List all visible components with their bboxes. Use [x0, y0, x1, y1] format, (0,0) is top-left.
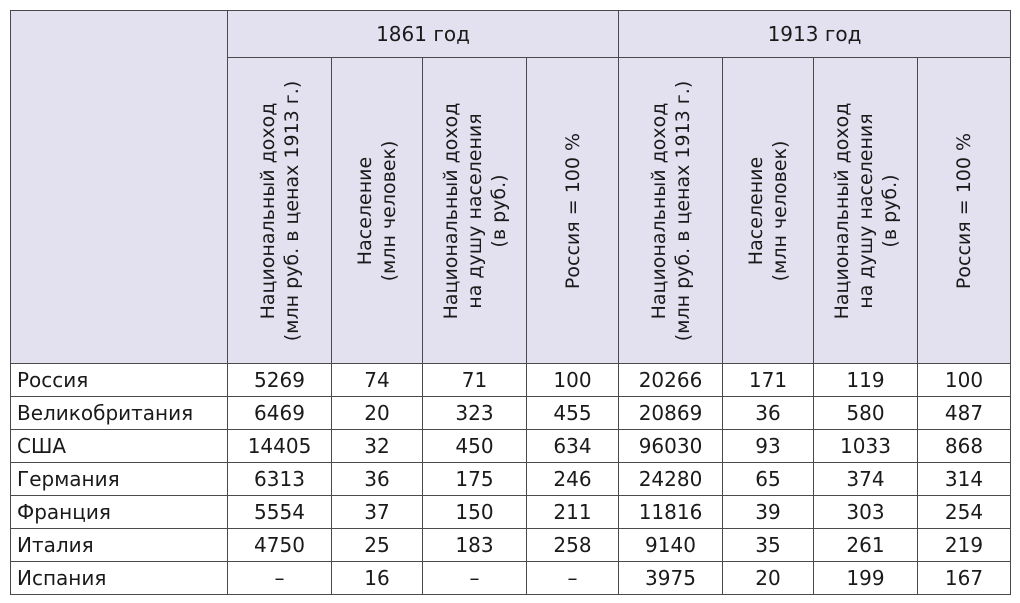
column-header-russia-index-1861 — [527, 58, 619, 364]
column-header-income-per-capita-1861 — [423, 58, 527, 364]
table-cell: 20869 — [619, 397, 723, 430]
table-cell: 6469 — [228, 397, 332, 430]
column-header-population-1913 — [723, 58, 814, 364]
column-header-line: (млн руб. в ценах 1913 г.) — [671, 80, 694, 341]
table-cell: 100 — [918, 364, 1011, 397]
table-cell: 1033 — [814, 430, 918, 463]
column-header-line: Население — [354, 156, 376, 265]
table-row — [11, 430, 1011, 463]
table-cell: 303 — [814, 496, 918, 529]
table-cell: 39 — [723, 496, 814, 529]
table-cell: 20 — [332, 397, 423, 430]
table-cell: 211 — [527, 496, 619, 529]
table-cell: 254 — [918, 496, 1011, 529]
period-header-1913: 1913 год — [619, 11, 1011, 58]
column-header-label — [353, 140, 401, 281]
table-cell: – — [228, 562, 332, 595]
table-cell: 35 — [723, 529, 814, 562]
table-cell: 16 — [332, 562, 423, 595]
table-cell: 314 — [918, 463, 1011, 496]
column-header-line: (в руб.) — [878, 173, 901, 248]
column-header-line: (млн руб. в ценах 1913 г.) — [280, 80, 303, 341]
table-cell: 150 — [423, 496, 527, 529]
column-header-label — [561, 132, 585, 288]
period-header-1861: 1861 год — [228, 11, 619, 58]
table-cell: 199 — [814, 562, 918, 595]
column-header-label — [647, 80, 695, 341]
table-row — [11, 529, 1011, 562]
table-cell: 175 — [423, 463, 527, 496]
table-cell: – — [423, 562, 527, 595]
row-country-name: Великобритания — [11, 397, 228, 430]
table-cell: 634 — [527, 430, 619, 463]
table-cell: 96030 — [619, 430, 723, 463]
table-cell: 5554 — [228, 496, 332, 529]
column-header-label — [952, 132, 976, 288]
table-cell: 219 — [918, 529, 1011, 562]
table-cell: 20 — [723, 562, 814, 595]
table-row — [11, 562, 1011, 595]
column-header-national-income-1913 — [619, 58, 723, 364]
row-country-name: Франция — [11, 496, 228, 529]
column-header-line: Национальный доход — [830, 102, 853, 319]
column-header-line: Национальный доход — [647, 102, 670, 319]
column-header-line: Россия = 100 % — [561, 132, 584, 289]
table-cell: 71 — [423, 364, 527, 397]
table-cell: – — [527, 562, 619, 595]
table-cell: 93 — [723, 430, 814, 463]
row-country-name: Россия — [11, 364, 228, 397]
table-cell: 74 — [332, 364, 423, 397]
table-cell: 36 — [332, 463, 423, 496]
table-cell: 100 — [527, 364, 619, 397]
table-cell: 37 — [332, 496, 423, 529]
table-row — [11, 397, 1011, 430]
column-header-line: на душу населения — [854, 112, 877, 309]
column-header-line: (млн человек) — [378, 140, 400, 281]
column-header-line: (млн человек) — [769, 140, 791, 281]
table-cell: 25 — [332, 529, 423, 562]
row-country-name: Испания — [11, 562, 228, 595]
column-header-line: Население — [745, 156, 767, 265]
table-cell: 167 — [918, 562, 1011, 595]
row-country-name: США — [11, 430, 228, 463]
column-header-label — [256, 80, 304, 341]
table-cell: 36 — [723, 397, 814, 430]
column-header-population-1861 — [332, 58, 423, 364]
row-country-name: Италия — [11, 529, 228, 562]
table-cell: 487 — [918, 397, 1011, 430]
table-cell: 11816 — [619, 496, 723, 529]
column-header-national-income-1861 — [228, 58, 332, 364]
table-cell: 868 — [918, 430, 1011, 463]
column-header-label — [744, 140, 792, 281]
table-cell: 455 — [527, 397, 619, 430]
table-cell: 32 — [332, 430, 423, 463]
table-cell: 4750 — [228, 529, 332, 562]
column-header-label — [439, 102, 511, 319]
table-row — [11, 463, 1011, 496]
table-cell: 65 — [723, 463, 814, 496]
table-cell: 119 — [814, 364, 918, 397]
data-table — [10, 10, 1011, 595]
corner-header — [11, 11, 228, 364]
table-cell: 14405 — [228, 430, 332, 463]
column-header-income-per-capita-1913 — [814, 58, 918, 364]
table-cell: 323 — [423, 397, 527, 430]
table-cell: 261 — [814, 529, 918, 562]
table-cell: 258 — [527, 529, 619, 562]
table-cell: 20266 — [619, 364, 723, 397]
table-cell: 183 — [423, 529, 527, 562]
table-cell: 171 — [723, 364, 814, 397]
table-cell: 246 — [527, 463, 619, 496]
table-row — [11, 496, 1011, 529]
table-cell: 6313 — [228, 463, 332, 496]
column-header-line: Национальный доход — [256, 102, 279, 319]
row-country-name: Германия — [11, 463, 228, 496]
table-cell: 374 — [814, 463, 918, 496]
table-cell: 24280 — [619, 463, 723, 496]
table-cell: 450 — [423, 430, 527, 463]
table-cell: 5269 — [228, 364, 332, 397]
column-header-line: на душу населения — [463, 112, 486, 309]
table-cell: 9140 — [619, 529, 723, 562]
column-header-line: Россия = 100 % — [953, 132, 975, 289]
column-header-label — [830, 102, 902, 319]
table-cell: 580 — [814, 397, 918, 430]
column-header-line: Национальный доход — [439, 102, 462, 319]
table-row — [11, 364, 1011, 397]
column-header-line: (в руб.) — [487, 173, 510, 248]
table-cell: 3975 — [619, 562, 723, 595]
column-header-russia-index-1913 — [918, 58, 1011, 364]
